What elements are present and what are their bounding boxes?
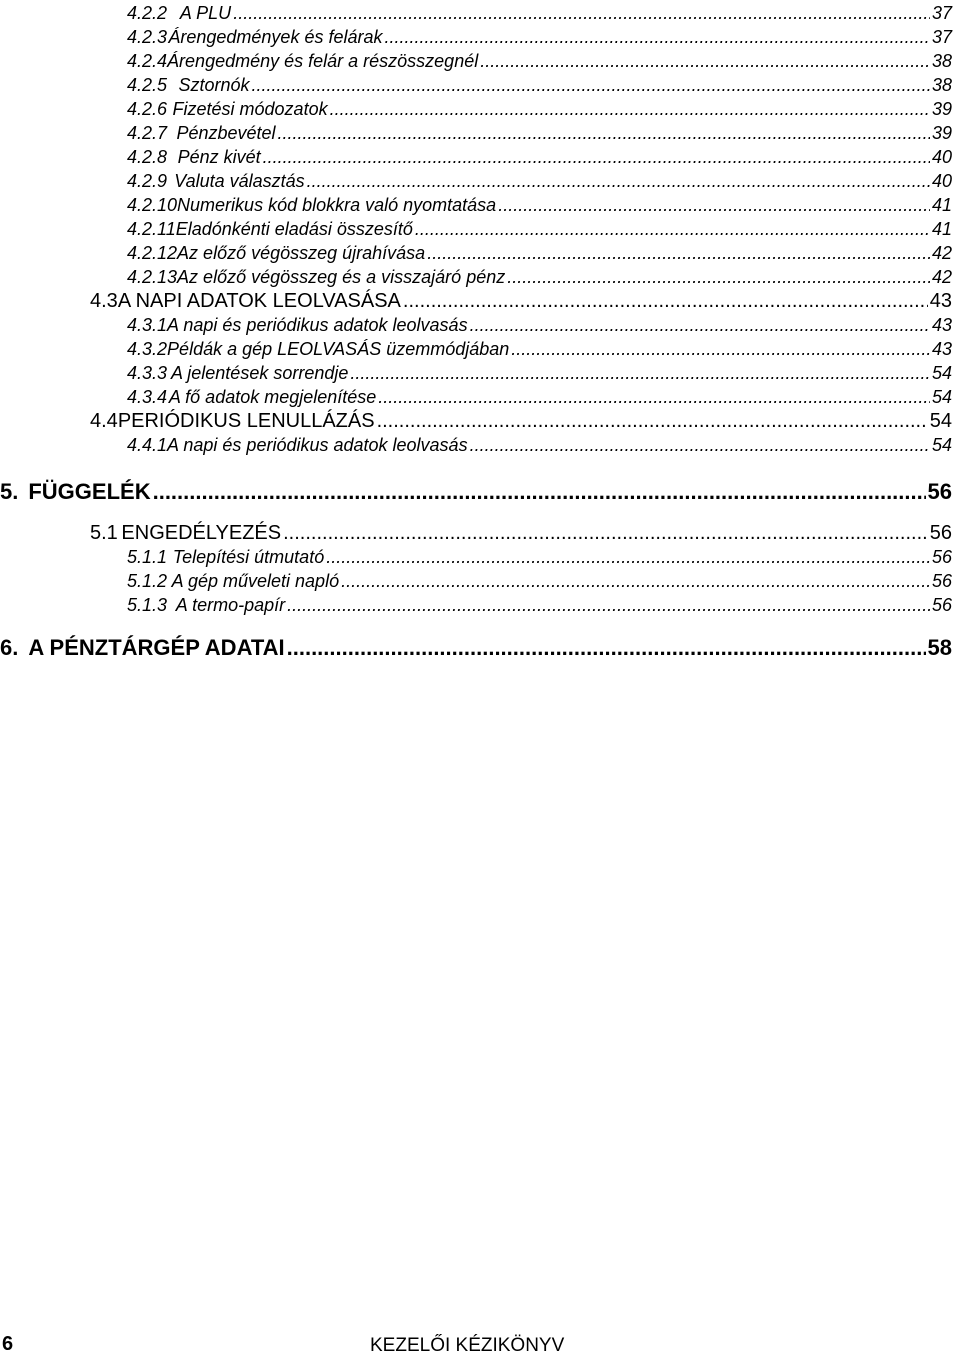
toc-entry[interactable] (127, 51, 952, 72)
toc-entry-title: Sztornók (178, 75, 250, 95)
toc-entry[interactable] (127, 99, 952, 120)
toc-entry-page: 43 (931, 315, 952, 335)
toc-leader-dots (377, 410, 928, 433)
toc-entry-number: 5.1 (90, 522, 118, 544)
toc-entry-title: Az előző végösszeg és a visszajáró pénz (177, 267, 506, 287)
toc-leader-dots (384, 27, 929, 48)
toc-entry[interactable] (127, 571, 952, 592)
toc-entry-title: A termo-papír (175, 595, 286, 615)
toc-entry-page: 40 (931, 171, 952, 191)
toc-entry[interactable] (127, 75, 952, 96)
toc-entry-page: 40 (931, 147, 952, 167)
toc-entry-title: A fő adatok megjelenítése (168, 387, 377, 407)
toc-entry-number: 4.2.12 (127, 243, 178, 263)
toc-leader-dots (153, 479, 926, 505)
toc-entry-number: 4.3.2 (127, 339, 168, 359)
toc-entry-number: 4.2.10 (127, 195, 178, 215)
toc-entry-title: Pénz kivét (177, 147, 261, 167)
toc-leader-dots (350, 363, 930, 384)
page-footer (0, 1333, 960, 1363)
toc-entry-title: Valuta választás (174, 171, 305, 191)
toc-entry[interactable] (127, 147, 952, 168)
toc-entry-number: 4.2.9 (127, 171, 168, 191)
toc-entry-page: 42 (931, 243, 952, 263)
toc-entry-title: A PÉNZTÁRGÉP ADATAI (28, 635, 285, 660)
toc-entry-page: 54 (931, 363, 952, 383)
toc-leader-dots (278, 123, 930, 144)
toc-entry-title: ENGEDÉLYEZÉS (121, 522, 282, 544)
toc-entry-page: 37 (931, 3, 952, 23)
toc-entry-page: 42 (931, 267, 952, 287)
toc-entry-page: 38 (931, 51, 952, 71)
toc-entry-number: 4.4.1 (127, 435, 168, 455)
toc-section-entry[interactable] (90, 410, 952, 433)
toc-entry-page: 41 (931, 219, 952, 239)
toc-entry-page: 58 (927, 635, 952, 660)
toc-entry-number: 4.4 (90, 410, 118, 432)
toc-entry[interactable] (127, 595, 952, 616)
toc-entry-page: 39 (931, 99, 952, 119)
toc-entry-number: 4.2.7 (127, 123, 168, 143)
toc-entry-page: 56 (931, 595, 952, 615)
toc-entry-page: 56 (931, 571, 952, 591)
toc-entry-number: 4.2.5 (127, 75, 168, 95)
toc-entry-page: 56 (931, 547, 952, 567)
toc-entry-number: 4.2.3 (127, 27, 168, 47)
toc-leader-dots (307, 171, 930, 192)
toc-entry-page: 54 (931, 435, 952, 455)
toc-leader-dots (378, 387, 930, 408)
toc-entry-number: 4.3.4 (127, 387, 168, 407)
toc-entry[interactable] (127, 363, 952, 384)
toc-entry[interactable] (127, 547, 952, 568)
toc-entry-title: Numerikus kód blokkra való nyomtatása (177, 195, 497, 215)
toc-entry-title: Az előző végösszeg újrahívása (177, 243, 426, 263)
toc-entry-title: FÜGGELÉK (28, 479, 151, 504)
toc-entry[interactable] (127, 435, 952, 456)
toc-leader-dots (233, 3, 930, 24)
toc-leader-dots (330, 99, 930, 120)
toc-entry[interactable] (127, 27, 952, 48)
toc-entry-title: Példák a gép LEOLVASÁS üzemmódjában (167, 339, 510, 359)
toc-entry-number: 4.3.1 (127, 315, 168, 335)
footer-title: KEZELŐI KÉZIKÖNYV (370, 1335, 565, 1356)
toc-entry-title: Árengedmény és felár a részösszegnél (167, 51, 479, 71)
toc-leader-dots (507, 267, 930, 288)
toc-entry[interactable] (127, 195, 952, 216)
toc-section-entry[interactable] (90, 522, 952, 545)
toc-entry-number: 4.2.2 (127, 3, 168, 23)
toc-leader-dots (470, 435, 930, 456)
toc-entry[interactable] (127, 387, 952, 408)
toc-entry-number: 5.1.3 (127, 595, 168, 615)
toc-leader-dots (326, 547, 930, 568)
toc-entry-page: 54 (931, 387, 952, 407)
toc-entry-number: 5.1.2 (127, 571, 168, 591)
toc-entry[interactable] (127, 267, 952, 288)
toc-entry-page: 56 (929, 522, 952, 544)
toc-leader-dots (403, 290, 928, 313)
toc-entry-number: 4.2.11 (127, 219, 176, 239)
page-number: 6 (2, 1333, 14, 1355)
toc-entry-title: PERIÓDIKUS LENULLÁZÁS (117, 410, 375, 432)
toc-entry-number: 4.3 (90, 290, 118, 312)
toc-entry[interactable] (127, 315, 952, 336)
toc-entry-number: 4.3.3 (127, 363, 168, 383)
toc-leader-dots (341, 571, 930, 592)
toc-leader-dots (251, 75, 929, 96)
toc-entry-title: A napi és periódikus adatok leolvasás (167, 435, 468, 455)
toc-entry-page: 43 (931, 339, 952, 359)
toc-chapter-entry[interactable] (0, 635, 952, 661)
toc-entry-page: 56 (927, 479, 952, 504)
toc-entry-page: 41 (931, 195, 952, 215)
toc-entry[interactable] (127, 3, 952, 24)
toc-entry[interactable] (127, 123, 952, 144)
toc-entry-title: A PLU (179, 3, 232, 23)
toc-entry-page: 39 (931, 123, 952, 143)
toc-entry[interactable] (127, 339, 952, 360)
toc-entry-page: 54 (929, 410, 952, 432)
toc-entry-number: 4.2.8 (127, 147, 168, 167)
toc-leader-dots (283, 522, 928, 545)
toc-entry-number: 4.2.4 (127, 51, 168, 71)
toc-chapter-entry[interactable] (0, 479, 952, 505)
toc-entry-number: 5. (0, 479, 19, 504)
toc-entry-title: Árengedmények és felárak (168, 27, 383, 47)
toc-leader-dots (498, 195, 930, 216)
toc-leader-dots (263, 147, 930, 168)
toc-entry-title: Fizetési módozatok (172, 99, 328, 119)
toc-entry-title: Pénzbevétel (176, 123, 276, 143)
toc-entry[interactable] (127, 219, 952, 240)
toc-section-entry[interactable] (90, 290, 952, 313)
toc-entry-page: 37 (931, 27, 952, 47)
toc-entry-title: A gép műveleti napló (171, 571, 340, 591)
toc-leader-dots (287, 595, 930, 616)
toc-entry-title: A jelentések sorrendje (170, 363, 349, 383)
toc-entry-number: 4.2.13 (127, 267, 178, 287)
toc-entry-title: A NAPI ADATOK LEOLVASÁSA (117, 290, 401, 312)
toc-leader-dots (511, 339, 930, 360)
toc-entry-title: Eladónkénti eladási összesítő (175, 219, 413, 239)
toc-entry[interactable] (127, 243, 952, 264)
toc-leader-dots (480, 51, 930, 72)
toc-entry-title: A napi és periódikus adatok leolvasás (167, 315, 468, 335)
toc-entry-number: 5.1.1 (127, 547, 168, 567)
toc-entry[interactable] (127, 171, 952, 192)
toc-entry-page: 43 (929, 290, 952, 312)
toc-leader-dots (287, 635, 926, 661)
toc-leader-dots (415, 219, 930, 240)
toc-entry-title: Telepítési útmutató (172, 547, 325, 567)
toc-leader-dots (427, 243, 930, 264)
toc-entry-number: 4.2.6 (127, 99, 168, 119)
toc-entry-page: 38 (931, 75, 952, 95)
toc-entry-number: 6. (0, 635, 19, 660)
toc-leader-dots (470, 315, 930, 336)
